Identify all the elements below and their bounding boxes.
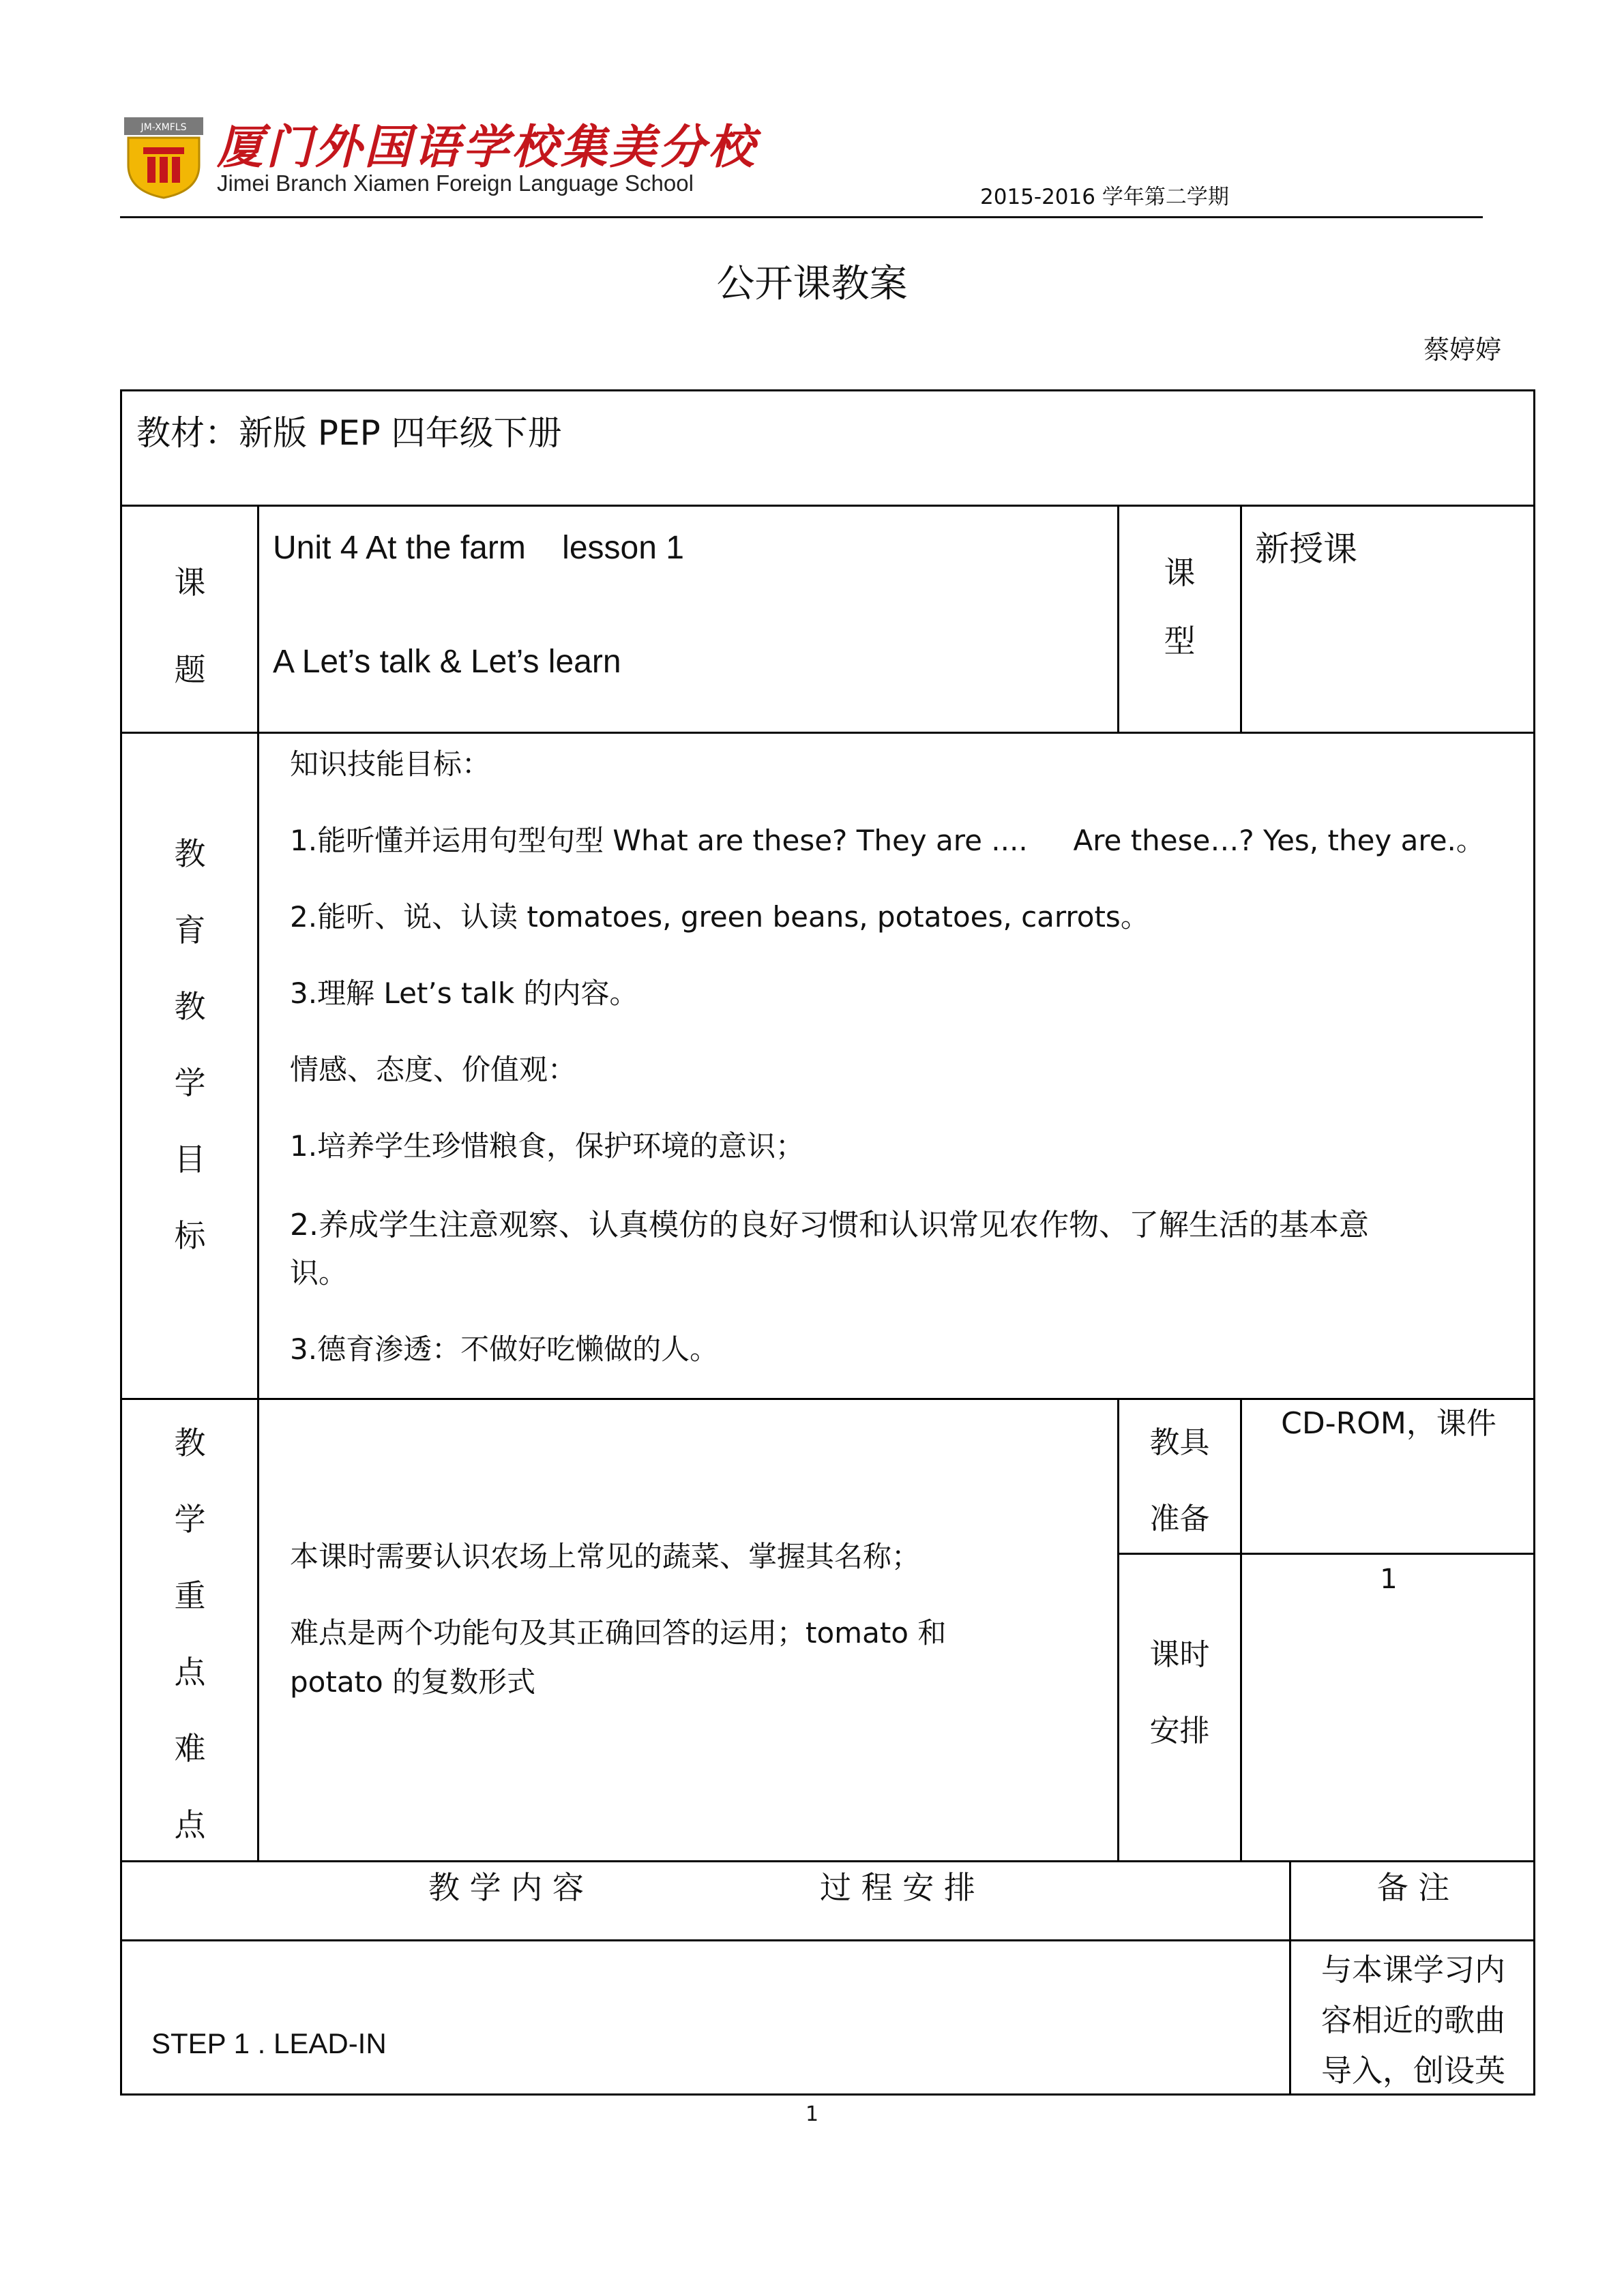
notes-header: 备 注: [1376, 1869, 1450, 1906]
teaching-tools-label: 教具 准备: [1149, 1425, 1210, 1536]
teaching-tools-value: CD-ROM，课件: [1281, 1406, 1496, 1441]
key-points-line-1: 本课时需要认识农场上常见的蔬菜、掌握其名称；: [290, 1540, 921, 1573]
objective-line: 知识技能目标：: [290, 747, 491, 781]
lesson-type-label: 课 型: [1164, 554, 1196, 659]
process-content-header: 教 学 内 容: [428, 1869, 584, 1906]
emblem-badge-text: JM-XMFLS: [141, 122, 187, 133]
key-points-line-2: 难点是两个功能句及其正确回答的运用；tomato 和: [290, 1616, 947, 1650]
objective-line: 情感、态度、价值观：: [290, 1053, 577, 1086]
class-hours-label: 课时 安排: [1149, 1637, 1210, 1748]
teacher-name: 蔡婷婷: [1423, 335, 1501, 365]
step-1-title: STEP 1 . LEAD-IN: [151, 2027, 387, 2059]
lesson-type-value: 新授课: [1255, 529, 1357, 569]
page-number: 1: [805, 2102, 819, 2126]
objective-line: 1.能听懂并运用句型句型 What are these? They are .... Are these…? Yes, they are.。: [290, 824, 1485, 857]
topic-line-1: Unit 4 At the farm lesson 1: [273, 530, 684, 566]
objective-line: 2.能听、说、认读 tomatoes, green beans, potatoes, carrots。: [290, 900, 1149, 934]
school-name-en: Jimei Branch Xiamen Foreign Language School: [217, 170, 694, 196]
process-arrangement-header: 过 程 安 排: [820, 1869, 975, 1906]
objective-line: 1.培养学生珍惜粮食，保护环境的意识；: [290, 1129, 805, 1163]
class-hours-value: 1: [1380, 1564, 1398, 1595]
header-divider: [120, 216, 1483, 218]
objective-line: 识。: [290, 1256, 348, 1289]
objective-line: 2.养成学生注意观察、认真模仿的良好习惯和认识常见农作物、了解生活的基本意: [290, 1208, 1369, 1242]
school-name-cn: 厦门外国语学校集美分校: [217, 120, 758, 175]
topic-label: 课 题: [174, 564, 206, 688]
key-points-line-3: potato 的复数形式: [290, 1665, 536, 1699]
term-label: 2015-2016 学年第二学期: [980, 185, 1229, 209]
textbook-label: 教材：新版 PEP 四年级下册: [136, 413, 562, 453]
school-emblem-icon: [123, 117, 205, 199]
step-1-note: 与本课学习内 容相近的歌曲 导入，创设英: [1320, 1952, 1505, 2089]
objectives-label: 教 育 教 学 目 标: [174, 835, 206, 1254]
objective-line: 3.德育渗透：不做好吃懒做的人。: [290, 1332, 719, 1366]
topic-line-2: A Let’s talk & Let’s learn: [273, 644, 621, 680]
page-title: 公开课教案: [716, 262, 908, 306]
key-points-label: 教 学 重 点 难 点: [174, 1425, 206, 1843]
objective-line: 3.理解 Let’s talk 的内容。: [290, 976, 638, 1010]
